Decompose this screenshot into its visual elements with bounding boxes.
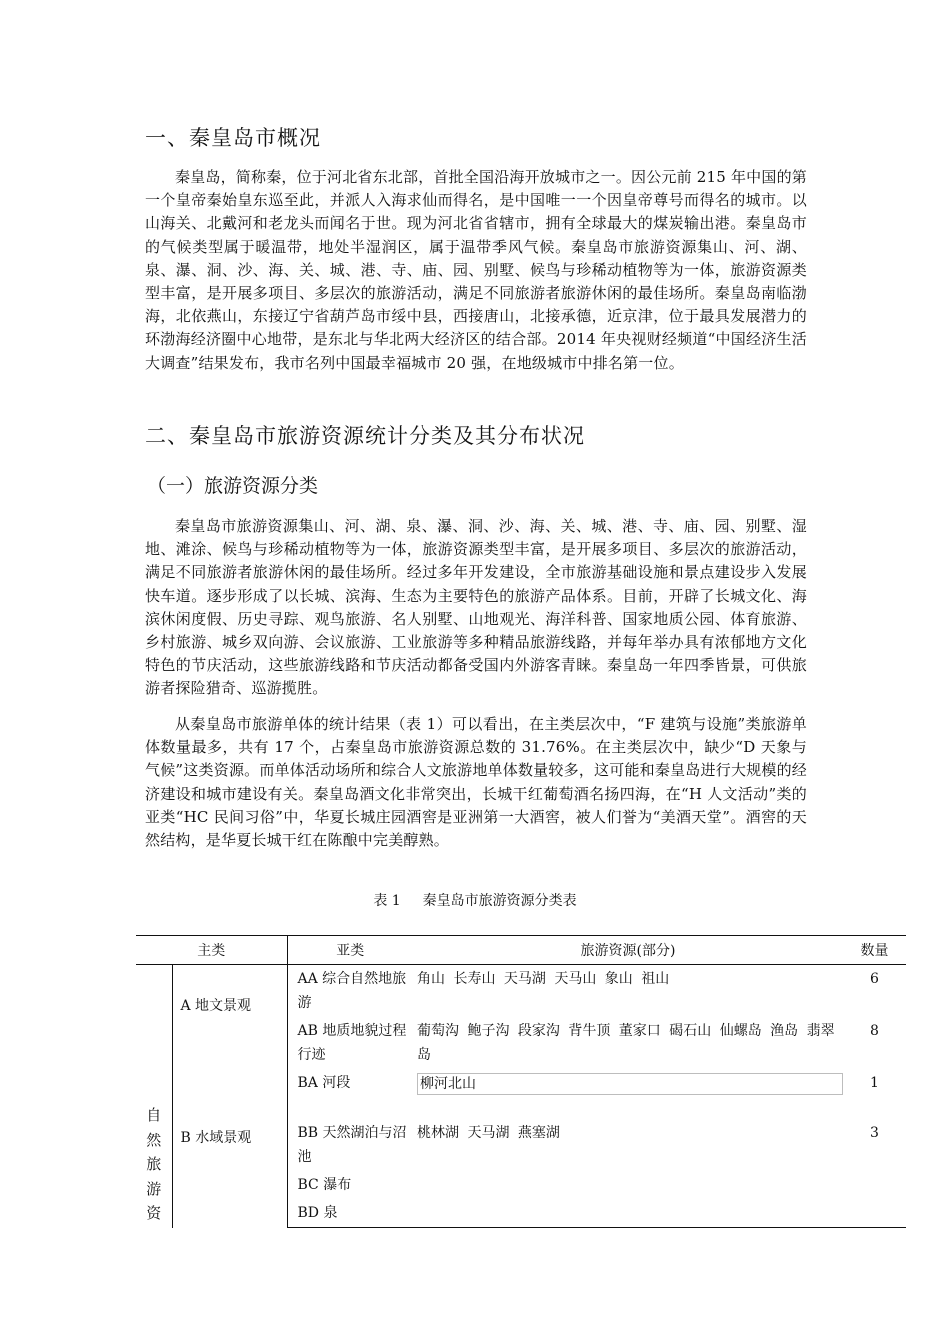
section-2-title: 二、秦皇岛市旅游资源统计分类及其分布状况 <box>145 424 585 448</box>
section-2-paragraph-1: 秦皇岛市旅游资源集山、河、湖、泉、瀑、洞、沙、海、关、城、港、寺、庙、园、别墅、湿地、滩涂、候鸟与珍稀动植物等为一体，旅游资源类型丰富，是开展多项目、多层次的旅游活动，满足不同旅游者旅游休闲的最佳场所。经过多年开发建设，全市旅游基础设施和景点建设步入发展快车道。逐步形成了以长城、滨海、生态为主要特色的旅游产品体系。目前，开辟了长城文化、海滨休闲度假、历史寻踪、观鸟旅游、名人别墅、山地观光、海洋科普、国家地质公园、体育旅游、乡村旅游、城乡双向游、会议旅游、工业旅游等多种精品旅游线路，并每年举办具有浓郁地方文化特色的节庆活动，这些旅游线路和节庆活动都备受国内外游客青睐。秦皇岛一年四季皆景，可供旅游者探险猎奇、巡游揽胜。 <box>145 517 807 698</box>
resource-cell <box>413 1069 843 1097</box>
header-resources: 旅游资源(部分) <box>413 936 843 965</box>
count-cell <box>843 1199 906 1228</box>
table-header-row <box>136 936 906 965</box>
table-row <box>136 965 906 1018</box>
main-category-natural: 自 然 旅 游 资 <box>136 965 172 1228</box>
count-cell: 6 <box>870 971 879 987</box>
header-count: 数量 <box>843 936 906 965</box>
subcategory-cell: BB 天然湖泊与沼池 <box>297 1125 407 1165</box>
resource-classification-table <box>136 935 906 1228</box>
count-cell: 1 <box>870 1075 879 1091</box>
subsection-1-title: （一）旅游资源分类 <box>147 475 319 497</box>
subcategory-cell: BA 河段 <box>297 1075 351 1091</box>
table-caption-number: 表 1 <box>373 893 401 909</box>
resource-cell <box>413 1171 843 1199</box>
resource-cell: 桃林湖 天马湖 燕塞湖 <box>417 1125 560 1141</box>
count-cell: 8 <box>870 1023 879 1039</box>
resource-cell: 葡萄沟 鲍子沟 段家沟 背牛顶 董家口 碣石山 仙螺岛 渔岛 翡翠岛 <box>417 1023 835 1063</box>
count-cell: 3 <box>870 1125 879 1141</box>
header-subcategory: 亚类 <box>287 936 413 965</box>
subcategory-cell: AB 地质地貌过程行迹 <box>297 1023 407 1063</box>
category-b-water: B 水域景观 <box>172 1069 287 1228</box>
category-a-landform: A 地文景观 <box>172 965 287 1070</box>
subcategory-cell: BC 瀑布 <box>297 1177 352 1193</box>
section-1-title: 一、秦皇岛市概况 <box>145 126 321 150</box>
subcategory-cell: AA 综合自然地旅游 <box>297 971 407 1011</box>
resource-boxed-entry: 柳河北山 <box>417 1073 843 1095</box>
table-row <box>136 1069 906 1097</box>
table-caption-title: 秦皇岛市旅游资源分类表 <box>422 893 577 909</box>
section-2-paragraph-2: 从秦皇岛市旅游单体的统计结果（表 1）可以看出，在主类层次中，“F 建筑与设施”类旅游单体数量最多，共有 17 个，占秦皇岛市旅游资源总数的 31.76%。在主类层次中，缺少“D 天象与气候”这类资源。而单体活动场所和综合人文旅游地单体数量较多，这可能和秦皇岛进行大规模的经济建设和城市建设有关。秦皇岛酒文化非常突出，长城干红葡萄酒名扬四海，在“H 人文活动”类的亚类“HC 民间习俗”中，华夏长城庄园酒窖是亚洲第一大酒窖，被人们誉为“美酒天堂”。酒窖的天然结构，是华夏长城干红在陈酿中完美醇熟。 <box>145 715 807 850</box>
section-1-paragraph: 秦皇岛，简称秦，位于河北省东北部，首批全国沿海开放城市之一。因公元前 215 年中国的第一个皇帝秦始皇东巡至此，并派人入海求仙而得名，是中国唯一一个因皇帝尊号而得名的城市。以山海关、北戴河和老龙头而闻名于世。现为河北省省辖市，拥有全球最大的煤炭输出港。秦皇岛市的气候类型属于暖温带，地处半湿润区，属于温带季风气候。秦皇岛市旅游资源集山、河、湖、泉、瀑、洞、沙、海、关、城、港、寺、庙、园、别墅、候鸟与珍稀动植物等为一体，旅游资源类型丰富，是开展多项目、多层次的旅游活动，满足不同旅游者旅游休闲的最佳场所。秦皇岛南临渤海，北依燕山，东接辽宁省葫芦岛市绥中县，西接唐山，北接承德，近京津，位于最具发展潜力的环渤海经济圈中心地带，是东北与华北两大经济区的结合部。2014 年央视财经频道“中国经济生活大调查”结果发布，我市名列中国最幸福城市 20 强，在地级城市中排名第一位。 <box>145 168 807 372</box>
table-caption <box>0 890 950 910</box>
resource-cell: 角山 长寿山 天马湖 天马山 象山 祖山 <box>417 971 670 987</box>
resource-cell <box>413 1199 843 1228</box>
header-main-category: 主类 <box>136 936 287 965</box>
subcategory-cell: BD 泉 <box>287 1199 413 1228</box>
count-cell <box>843 1171 906 1199</box>
